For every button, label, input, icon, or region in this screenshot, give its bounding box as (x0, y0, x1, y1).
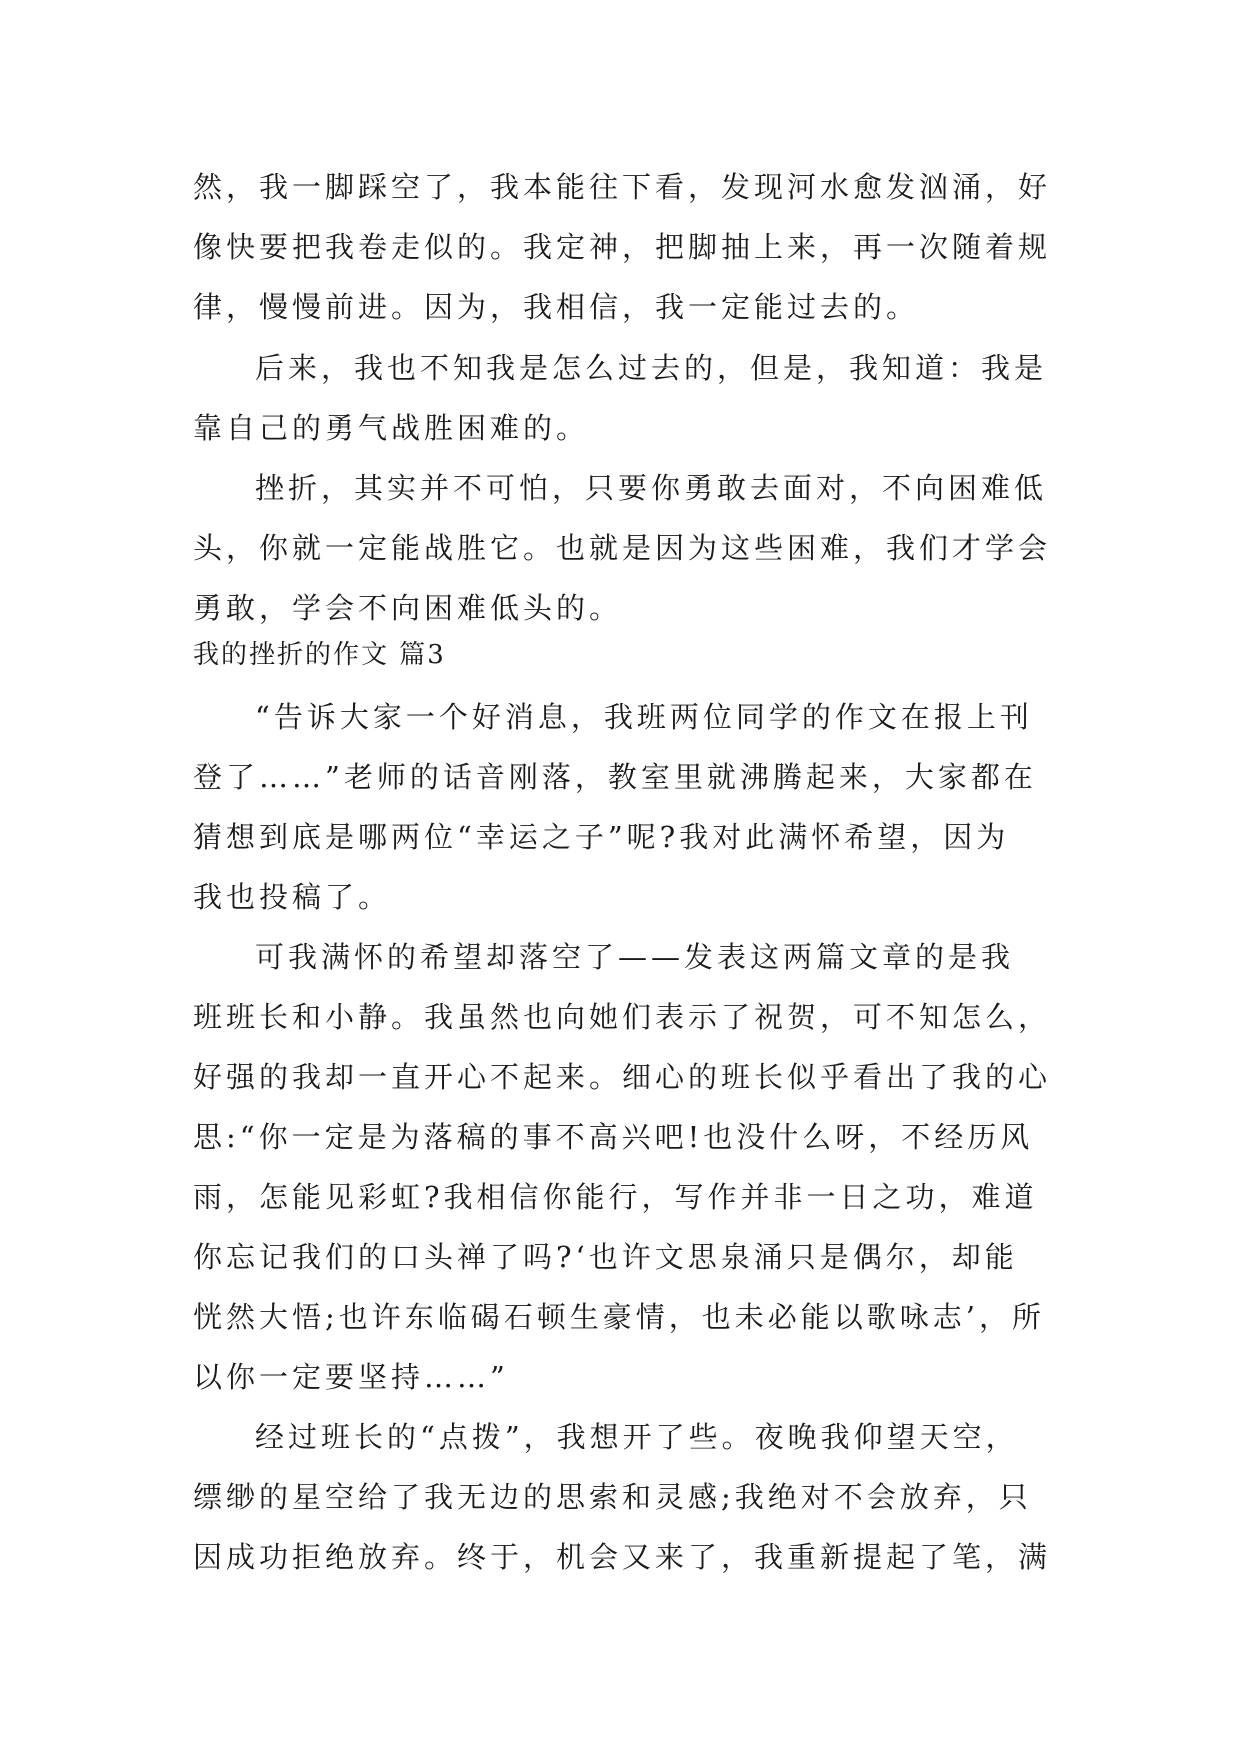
paragraph-line: 你忘记我们的口头禅了吗?‘也许文思泉涌只是偶尔，却能 (193, 1240, 1018, 1274)
paragraph-line: 靠自己的勇气战胜困难的。 (193, 411, 590, 445)
paragraph-line: 经过班长的“点拨”，我想开了些。夜晚我仰望天空， (255, 1420, 1019, 1454)
paragraph-line: 登了……”老师的话音刚落，教室里就沸腾起来，大家都在 (193, 760, 1037, 794)
paragraph-line: 班班长和小静。我虽然也向她们表示了祝贺，可不知怎么， (193, 1000, 1052, 1034)
paragraph-line: 勇敢，学会不向困难低头的。 (193, 591, 623, 625)
paragraph-line: 因成功拒绝放弃。终于，机会又来了，我重新提起了笔，满 (193, 1540, 1052, 1574)
paragraph-line: 我也投稿了。 (193, 880, 392, 914)
paragraph-line: 律，慢慢前进。因为，我相信，我一定能过去的。 (193, 290, 920, 324)
paragraph-line: 好强的我却一直开心不起来。细心的班长似乎看出了我的心 (193, 1060, 1052, 1094)
paragraph-line: 像快要把我卷走似的。我定神，把脚抽上来，再一次随着规 (193, 230, 1052, 264)
paragraph-line: 可我满怀的希望却落空了——发表这两篇文章的是我 (255, 940, 1015, 974)
paragraph-line: 然，我一脚踩空了，我本能往下看，发现河水愈发汹涌，好 (193, 170, 1052, 204)
paragraph-line: 头，你就一定能战胜它。也就是因为这些困难，我们才学会 (193, 531, 1052, 565)
paragraph-line: 缥缈的星空给了我无边的思索和灵感;我绝对不会放弃，只 (193, 1480, 1032, 1514)
paragraph-line: 雨，怎能见彩虹?我相信你能行，写作并非一日之功，难道 (193, 1180, 1038, 1214)
paragraph-line: 以你一定要坚持……” (193, 1360, 509, 1394)
paragraph-line: 后来，我也不知我是怎么过去的，但是，我知道：我是 (255, 351, 1048, 385)
paragraph-line: 恍然大悟;也许东临碣石顿生豪情，也未必能以歌咏志’，所 (193, 1300, 1045, 1334)
paragraph-line: “告诉大家一个好消息，我班两位同学的作文在报上刊 (255, 700, 1033, 734)
section-heading: 我的挫折的作文 篇3 (193, 640, 446, 670)
paragraph-line: 思:“你一定是为落稿的事不高兴吧!也没什么呀，不经历风 (193, 1120, 1034, 1154)
paragraph-line: 挫折，其实并不可怕，只要你勇敢去面对，不向困难低 (255, 471, 1048, 505)
paragraph-line: 猜想到底是哪两位“幸运之子”呢?我对此满怀希望，因为 (193, 820, 1010, 854)
